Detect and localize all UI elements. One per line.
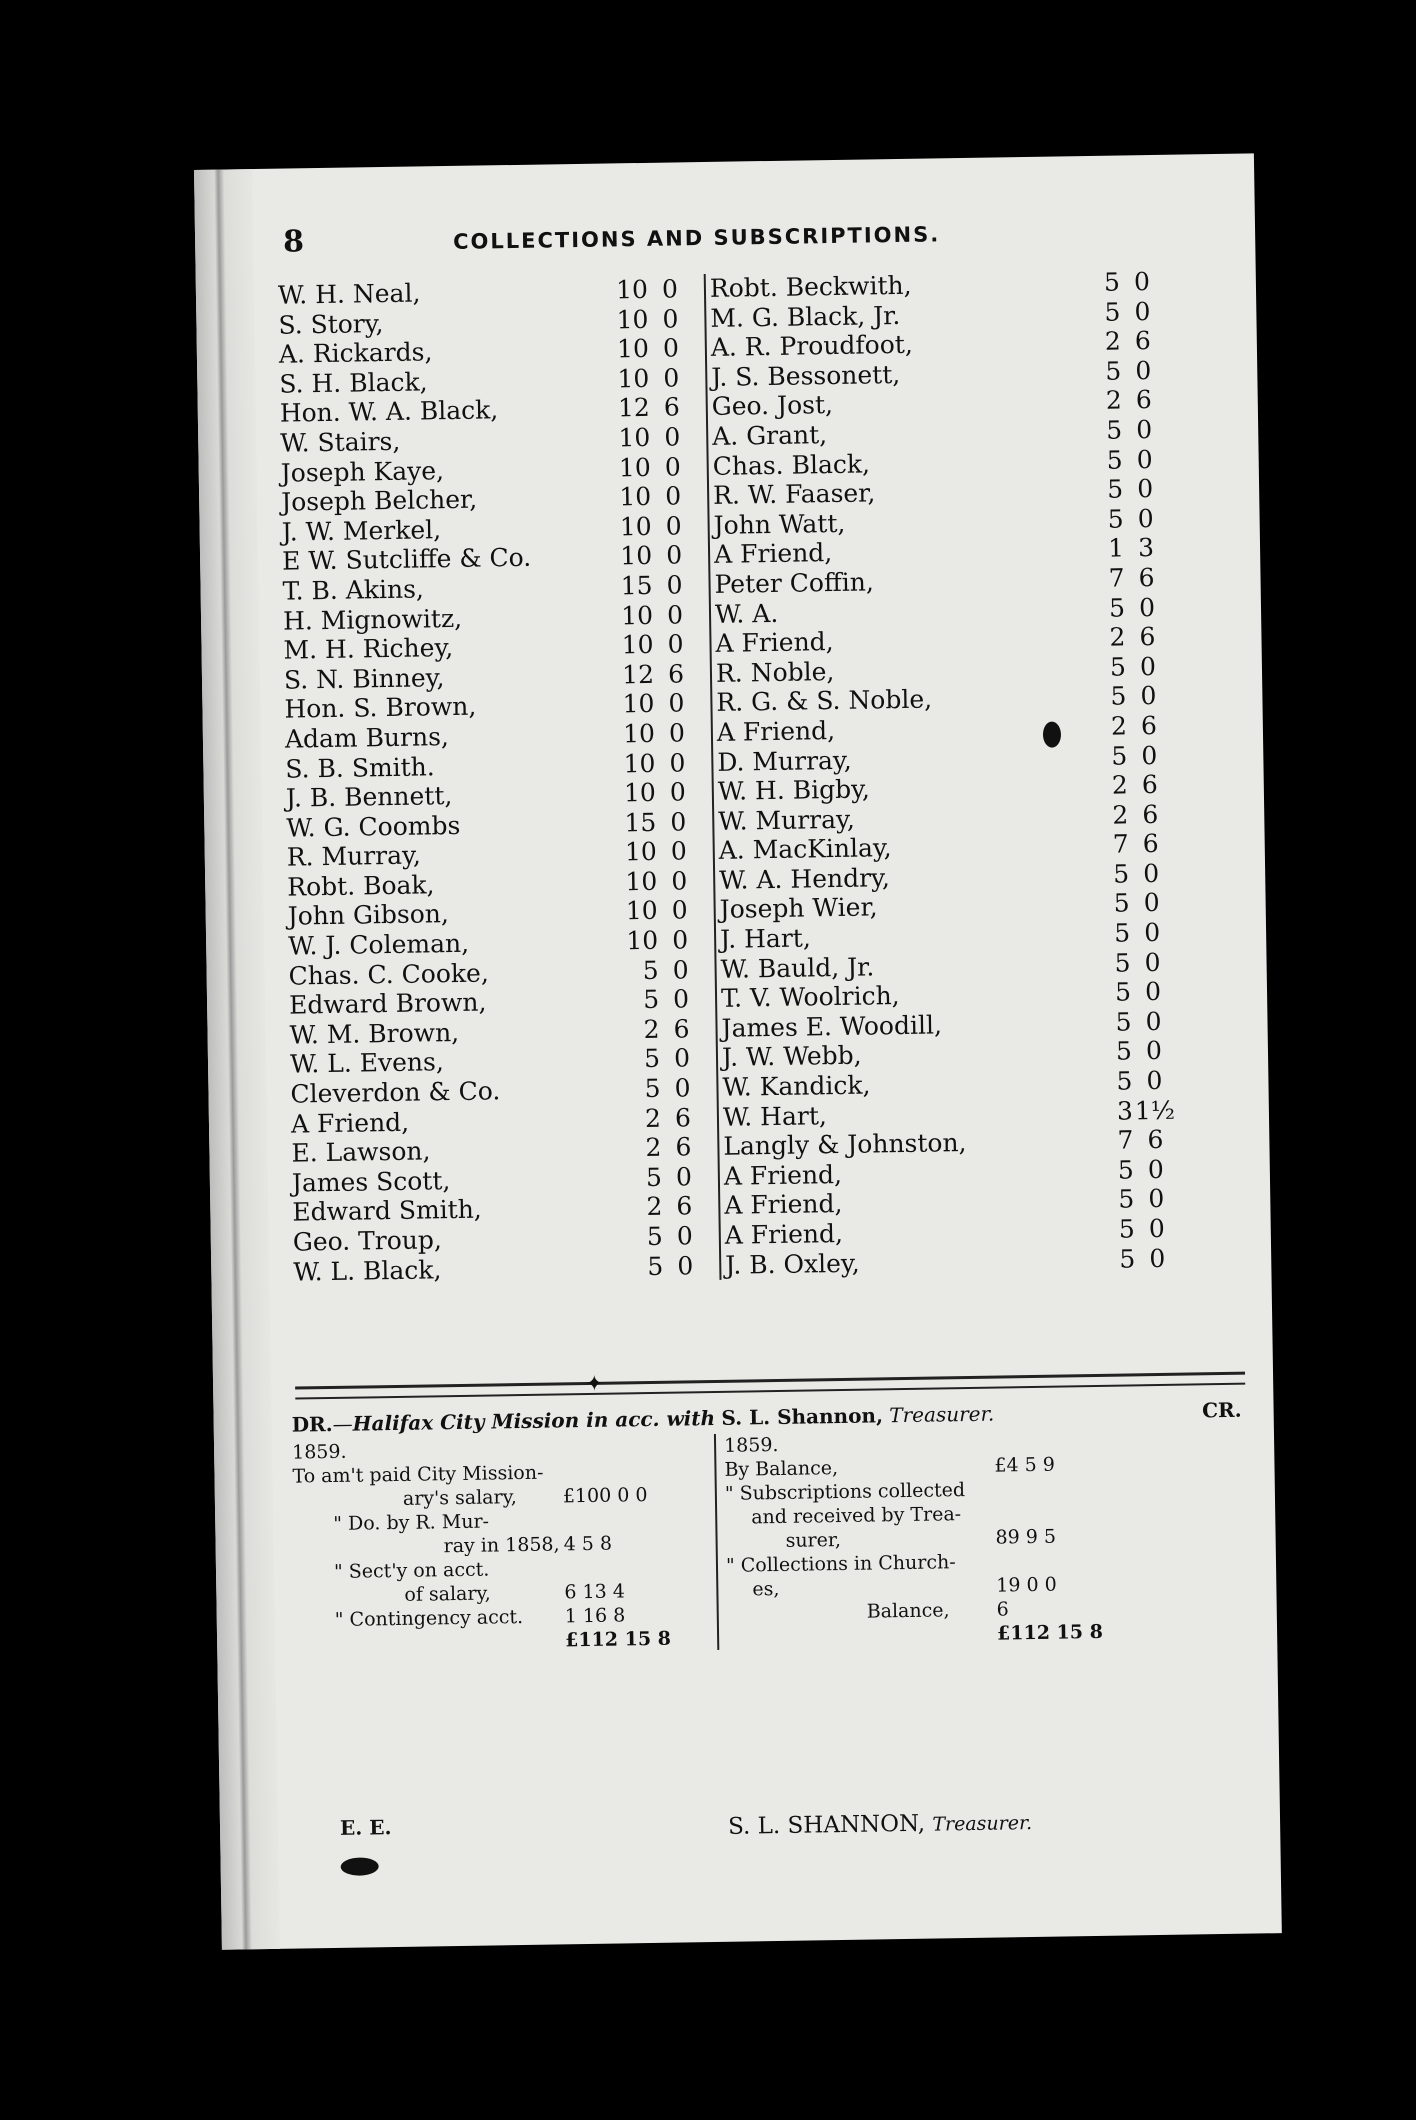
subscriber-name: R. Noble, <box>715 656 835 688</box>
subscriber-name: James E. Woodill, <box>721 1010 943 1043</box>
amount-pence: 6 <box>1139 622 1156 652</box>
subscriber-name: M. G. Black, Jr. <box>710 300 901 333</box>
amount-shillings: 10 <box>625 866 658 897</box>
subscriber-name: D. Murray, <box>717 745 852 777</box>
subscriber-name: W. G. Coombs <box>286 810 461 843</box>
subscriber-name: J. S. Bessonett, <box>711 359 901 392</box>
amount-pence: 0 <box>1133 267 1151 297</box>
amount-pence: 6 <box>1134 326 1152 356</box>
subscriber-name: W. A. <box>714 598 779 629</box>
subscriber-name: Chas. Black, <box>712 448 871 481</box>
amount-pence: 6 <box>1140 710 1158 741</box>
account-title: Halifax City Mission in acc. with <box>352 1405 716 1436</box>
amount-pence: 6 <box>1138 562 1155 593</box>
amount-shillings: 10 <box>622 689 655 719</box>
ink-blot <box>1043 721 1061 747</box>
subscriber-name: Hon. W. A. Black, <box>279 395 499 429</box>
subscriber-name: A Friend, <box>290 1107 410 1139</box>
section-divider <box>295 1372 1245 1400</box>
amount-shillings: 7 <box>1117 1125 1134 1155</box>
amount-shillings: 1 <box>1107 533 1125 564</box>
amount-shillings: 5 <box>1114 948 1131 978</box>
amount-shillings: 10 <box>616 304 649 334</box>
amount-pence: 0 <box>1137 503 1154 533</box>
subscriber-name: W. Stairs, <box>280 426 401 458</box>
amount-shillings: 5 <box>1116 1066 1133 1096</box>
amount-pence: 0 <box>1139 651 1157 681</box>
subscriber-name: W. L. Black, <box>293 1254 442 1287</box>
amount-pence: 0 <box>673 1043 691 1074</box>
account-line-amount: £4 5 9 <box>994 1453 1056 1477</box>
subscriber-name: W. H. Neal, <box>277 278 421 310</box>
subscriber-name: Edward Smith, <box>292 1195 482 1227</box>
amount-pence: 0 <box>1148 1213 1165 1244</box>
account-line-amount: 4 5 8 <box>563 1532 613 1556</box>
subscriber-name: S. Story, <box>278 308 384 340</box>
amount-shillings: 2 <box>645 1132 662 1163</box>
divider-ornament-icon: ✦ <box>584 1371 604 1398</box>
subscriber-name: E W. Sutcliffe & Co. <box>281 543 532 577</box>
account-line-amount: 1 16 8 <box>564 1604 626 1628</box>
account-line-text: " Collections in Church- <box>725 1551 956 1577</box>
credit-lines <box>724 1450 1247 1626</box>
subscriber-name: John Gibson, <box>287 899 450 932</box>
amount-pence: 0 <box>670 807 687 837</box>
amount-shillings: 2 <box>1109 622 1126 652</box>
amount-shillings: 3 <box>1116 1095 1134 1126</box>
amount-shillings: 5 <box>1115 1007 1132 1037</box>
subscriber-name: T. V. Woolrich, <box>720 981 900 1014</box>
amount-pence: 6 <box>1147 1125 1164 1155</box>
subscriber-name: T. B. Akins, <box>282 574 425 606</box>
amount-pence: 0 <box>666 599 684 630</box>
amount-pence: 0 <box>667 629 684 659</box>
account-line-text: " Sect'y on acct. <box>333 1558 490 1583</box>
subscriber-name: A. Grant, <box>712 420 828 451</box>
amount-pence: 0 <box>1146 1065 1163 1096</box>
amount-pence: 0 <box>1149 1243 1166 1273</box>
subscriber-name: Adam Burns, <box>284 721 450 754</box>
amount-shillings: 5 <box>646 1221 664 1252</box>
subscriber-name: J. Hart, <box>719 923 811 954</box>
amount-pence: 6 <box>673 1014 690 1044</box>
initials: E. E. <box>339 1815 392 1840</box>
subscriber-name: Robt. Boak, <box>287 870 435 902</box>
debit-side <box>292 1434 695 1656</box>
amount-shillings: 5 <box>1117 1155 1135 1185</box>
amount-pence: 6 <box>676 1191 693 1221</box>
subscriber-name: A Friend, <box>715 627 834 658</box>
amount-pence: 6 <box>1142 829 1159 859</box>
amount-shillings: 5 <box>644 1073 661 1104</box>
amount-shillings: 5 <box>1106 415 1123 445</box>
credit-year: 1859. <box>723 1433 779 1457</box>
subscriber-name: Joseph Wier, <box>719 892 878 925</box>
amount-shillings: 10 <box>618 452 651 482</box>
amount-pence: 0 <box>661 274 679 304</box>
subscriber-name: Peter Coffin, <box>714 567 874 599</box>
amount-shillings: 10 <box>622 718 656 749</box>
amount-pence: 0 <box>1144 947 1161 977</box>
amount-pence: 0 <box>671 866 688 896</box>
book-page <box>194 153 1282 1949</box>
subscriber-name: S. H. Black, <box>279 367 428 399</box>
ink-smudge <box>341 1857 379 1876</box>
amount-pence: 0 <box>1143 858 1160 889</box>
amount-pence: 0 <box>671 895 688 926</box>
amount-pence: 0 <box>1145 1036 1163 1066</box>
subscriber-name: A Friend, <box>723 1159 843 1191</box>
page-number: 8 <box>282 224 305 260</box>
subscriber-name: W. L. Evens, <box>289 1047 445 1080</box>
subscriber-name: Joseph Kaye, <box>280 455 445 488</box>
amount-shillings: 5 <box>647 1251 664 1281</box>
amount-shillings: 10 <box>615 274 649 305</box>
amount-shillings: 5 <box>1118 1184 1135 1215</box>
amount-shillings: 10 <box>616 334 650 364</box>
amount-pence: 0 <box>669 777 687 807</box>
amount-shillings: 10 <box>623 777 657 808</box>
subscriber-name: M. H. Richey, <box>283 633 454 665</box>
subscriber-name: John Watt, <box>713 508 846 540</box>
account-line-amount: £100 0 0 <box>562 1484 648 1508</box>
subscriber-name: Chas. C. Cooke, <box>288 958 489 991</box>
amount-shillings: 2 <box>1111 770 1129 800</box>
amount-shillings: 5 <box>1113 859 1130 889</box>
amount-shillings: 5 <box>1105 356 1122 386</box>
subscriber-name: A Friend, <box>724 1218 844 1250</box>
amount-pence: 0 <box>675 1162 693 1192</box>
amount-shillings: 5 <box>1106 445 1123 475</box>
subscriber-name: W. Hart, <box>722 1100 828 1132</box>
amount-pence: 0 <box>1135 355 1152 386</box>
amount-pence: 6 <box>1135 385 1152 415</box>
amount-pence: 6 <box>1142 799 1159 829</box>
amount-shillings: 15 <box>624 807 657 838</box>
amount-pence: 0 <box>665 540 683 570</box>
amount-pence: 0 <box>666 570 683 600</box>
debit-year: 1859. <box>291 1440 347 1464</box>
subscriber-name: Joseph Belcher, <box>281 484 478 517</box>
amount-shillings: 7 <box>1112 829 1129 859</box>
amount-pence: 0 <box>663 363 680 393</box>
amount-shillings: 2 <box>1112 800 1129 830</box>
debit-total: £112 15 8 <box>564 1627 672 1652</box>
amount-shillings: 5 <box>1113 918 1131 948</box>
amount-pence: 0 <box>1134 296 1151 326</box>
amount-shillings: 5 <box>1119 1243 1136 1274</box>
subscriber-name: A Friend, <box>716 715 836 747</box>
amount-shillings: 10 <box>621 629 654 660</box>
amount-pence: 0 <box>674 1073 691 1103</box>
amount-shillings: 2 <box>1104 326 1122 356</box>
right-subscriptions-column <box>704 267 1196 1281</box>
subscriber-name: J. B. Oxley, <box>725 1248 860 1280</box>
debit-total-row <box>295 1626 695 1656</box>
subscriber-name: Geo. Jost, <box>711 390 834 422</box>
amount-pence: 0 <box>672 925 689 955</box>
amount-shillings: 12 <box>621 659 655 690</box>
credit-side <box>714 1426 1247 1650</box>
account-line-text: To am't paid City Mission- <box>292 1461 544 1488</box>
subscriber-name: R. G. & S. Noble, <box>716 684 933 718</box>
amount-shillings: 2 <box>1105 385 1122 416</box>
amount-pence: 0 <box>677 1250 694 1281</box>
subscriber-name: W. Kandick, <box>722 1070 871 1102</box>
subscriber-name: A. R. Proudfoot, <box>710 329 914 363</box>
amount-pence: 6 <box>675 1132 692 1162</box>
amount-shillings: 5 <box>1106 474 1124 504</box>
signature-name: S. L. SHANNON, <box>727 1810 926 1840</box>
subscriber-name: J. W. Webb, <box>721 1041 862 1073</box>
amount-pence: 0 <box>1136 474 1154 504</box>
page-heading: COLLECTIONS AND SUBSCRIPTIONS. <box>452 222 941 254</box>
subscriber-name: S. B. Smith. <box>285 751 435 784</box>
amount-shillings: 5 <box>1110 681 1127 711</box>
subscriber-name: A Friend, <box>713 538 833 570</box>
account-line-text: es, <box>752 1577 780 1601</box>
signature <box>728 1809 1032 1840</box>
amount-pence: 0 <box>1136 414 1153 445</box>
account-line-text: and received by Trea- <box>751 1503 962 1529</box>
account-line-text: surer, <box>785 1529 842 1552</box>
amount-shillings: 10 <box>619 511 652 542</box>
subscriber-name: J. B. Bennett, <box>285 781 453 813</box>
treasurer-title: Treasurer. <box>889 1401 995 1428</box>
subscriber-name: James Scott, <box>291 1165 451 1198</box>
account-line-text: " Contingency acct. <box>334 1606 524 1631</box>
amount-pence: 0 <box>1145 1006 1162 1037</box>
account-line-text: " Do. by R. Mur- <box>333 1510 490 1535</box>
subscriber-name: Langly & Johnston, <box>723 1128 967 1162</box>
amount-shillings: 2 <box>1110 711 1128 741</box>
amount-shillings: 5 <box>642 985 660 1015</box>
amount-pence: 0 <box>1144 977 1162 1007</box>
amount-shillings: 10 <box>620 541 653 571</box>
subscriber-name: R. W. Faaser, <box>712 478 876 511</box>
account-line-amount: 19 0 0 <box>996 1573 1057 1597</box>
amount-shillings: 5 <box>1113 888 1130 919</box>
subscriber-row <box>293 1250 723 1286</box>
amount-pence: 0 <box>676 1221 694 1251</box>
account-line-text: ary's salary, <box>402 1486 518 1510</box>
amount-shillings: 5 <box>645 1162 663 1192</box>
amount-pence: 0 <box>662 304 679 334</box>
amount-pence: 0 <box>672 984 690 1014</box>
amount-pence: 6 <box>674 1102 692 1133</box>
amount-shillings: 5 <box>1109 652 1127 682</box>
amount-pence: 0 <box>670 836 687 866</box>
amount-shillings: 5 <box>1104 297 1121 327</box>
amount-shillings: 5 <box>642 955 659 985</box>
amount-pence: 0 <box>665 511 682 541</box>
amount-pence: 0 <box>662 333 680 363</box>
amount-shillings: 5 <box>1114 977 1132 1007</box>
amount-pence: 0 <box>1141 740 1158 770</box>
subscriber-name: S. N. Binney, <box>283 662 445 695</box>
signature-title: Treasurer. <box>932 1812 1033 1836</box>
debit-label: DR. <box>291 1411 333 1437</box>
amount-shillings: 5 <box>1108 592 1126 623</box>
amount-pence: 0 <box>672 954 689 985</box>
amount-pence: 0 <box>664 451 681 482</box>
treasurer-name: S. L. Shannon, <box>721 1403 884 1430</box>
subscriber-name: H. Mignowitz, <box>282 603 463 636</box>
amount-shillings: 2 <box>643 1014 660 1044</box>
amount-pence: 0 <box>668 718 686 748</box>
amount-shillings: 5 <box>1107 504 1124 534</box>
subscriber-name: J. W. Merkel, <box>281 514 442 547</box>
amount-shillings: 2 <box>646 1192 663 1222</box>
amount-shillings: 5 <box>1118 1214 1135 1244</box>
account-line-amount: 89 9 5 <box>995 1525 1057 1549</box>
subscriber-name: Edward Brown, <box>288 987 487 1020</box>
amount-shillings: 10 <box>619 482 652 512</box>
amount-shillings: 10 <box>626 925 659 956</box>
amount-shillings: 12 <box>617 393 651 423</box>
subscriber-name: W. H. Bigby, <box>717 774 871 806</box>
amount-pence: 0 <box>1136 444 1153 474</box>
amount-pence: 6 <box>667 659 685 689</box>
amount-shillings: 10 <box>618 422 651 453</box>
page-content <box>277 210 1242 1840</box>
amount-shillings: 5 <box>1111 740 1128 771</box>
subscriber-name: Hon. S. Brown, <box>284 691 477 724</box>
amount-shillings: 5 <box>1115 1036 1133 1067</box>
subscriber-name: E. Lawson, <box>291 1136 431 1168</box>
amount-shillings: 7 <box>1108 563 1125 593</box>
amount-pence: 0 <box>1140 681 1157 711</box>
amount-pence: 3 <box>1137 533 1155 563</box>
amount-pence: 1½ <box>1134 1095 1176 1125</box>
amount-shillings: 10 <box>621 600 654 630</box>
amount-pence: 0 <box>1143 888 1160 918</box>
credit-label: CR. <box>1201 1397 1242 1423</box>
amount-shillings: 10 <box>624 837 657 867</box>
amount-shillings: 10 <box>617 363 650 394</box>
debit-lines <box>292 1458 695 1632</box>
account-line-text: ray in 1858, <box>443 1533 560 1558</box>
amount-pence: 0 <box>1147 1154 1165 1184</box>
account-line-text: By Balance, <box>724 1457 839 1481</box>
account-line-text: of salary, <box>404 1582 491 1606</box>
subscriber-name: A Friend, <box>724 1189 843 1221</box>
amount-pence: 0 <box>1143 917 1161 948</box>
amount-pence: 0 <box>664 422 681 452</box>
amount-shillings: 2 <box>644 1103 662 1133</box>
account-heading: DR.—Halifax City Mission in acc. with S. L. Shannon, Treasurer. CR. <box>291 1397 1242 1437</box>
subscriber-name: W. Bauld, Jr. <box>720 952 875 984</box>
subscriber-name: A. MacKinlay, <box>718 833 892 866</box>
subscriber-name: A. Rickards, <box>278 337 433 369</box>
account-line-amount: 6 <box>996 1598 1009 1621</box>
subscriber-name: W. Murray, <box>718 804 855 836</box>
amount-pence: 0 <box>669 747 686 778</box>
subscriber-row <box>725 1243 1195 1280</box>
amount-pence: 0 <box>1138 592 1156 622</box>
credit-total: £112 15 8 <box>996 1620 1104 1645</box>
subscriber-name: W. A. Hendry, <box>718 863 891 895</box>
subscriber-name: W. J. Coleman, <box>287 928 470 961</box>
subscriber-name: R. Murray, <box>286 840 422 872</box>
amount-shillings: 15 <box>620 570 653 601</box>
amount-shillings: 5 <box>1103 267 1121 297</box>
subscriber-name: Cleverdon & Co. <box>290 1076 501 1109</box>
account-line-text: " Subscriptions collected <box>724 1479 966 1505</box>
subscriber-name: W. M. Brown, <box>289 1017 460 1050</box>
amount-pence: 0 <box>1148 1184 1165 1214</box>
subscriber-name: Geo. Troup, <box>292 1225 443 1257</box>
account-line-text: Balance, <box>866 1599 950 1623</box>
amount-shillings: 10 <box>625 896 658 926</box>
left-subscriptions-column <box>278 274 724 1287</box>
amount-pence: 6 <box>663 392 681 423</box>
book-spine <box>194 169 280 1950</box>
amount-pence: 0 <box>668 688 685 718</box>
account-line-amount: 6 13 4 <box>564 1580 625 1604</box>
amount-pence: 6 <box>1141 770 1158 800</box>
amount-shillings: 10 <box>623 748 656 778</box>
amount-pence: 0 <box>665 481 682 511</box>
subscriber-name: Robt. Beckwith, <box>709 270 912 303</box>
amount-shillings: 5 <box>643 1044 661 1074</box>
